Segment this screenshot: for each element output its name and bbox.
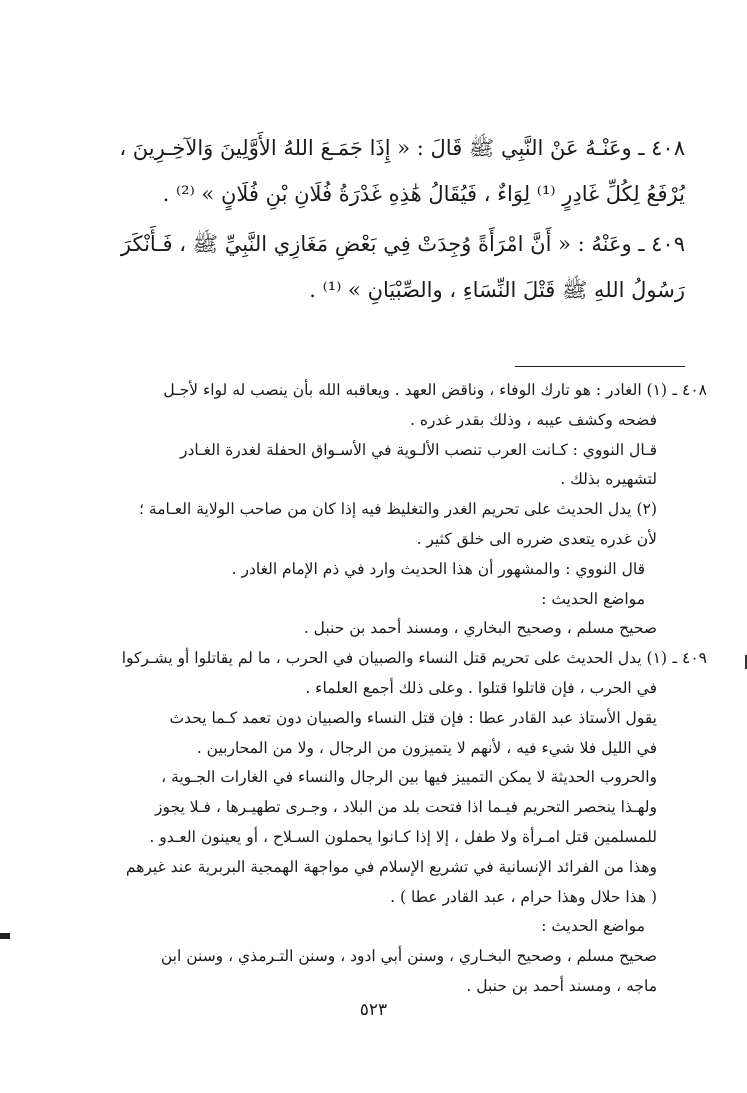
footnote-line: لتشهيره بذلك . xyxy=(560,470,657,489)
footnote-line: يقول الأستاذ عبد القادر عطا : فإن قتل النساء والصبيان دون تعمد كـما يحدث xyxy=(169,708,657,727)
hadith-408-line-1: ٤٠٨ ـ وعَنْـهُ عَنْ النَّبِي ﷺ قَالَ : « إِذَا جَمَـعَ اللهُ الأَوَّلِينَ وَالآخِـرِينَ ، xyxy=(119,136,685,160)
hadith-409-line-2: رَسُولُ اللهِ ﷺ قَتْلَ النِّسَاءِ ، والصِّبْيَانِ » ⁽¹⁾ . xyxy=(309,278,685,302)
footnote-line: صحيح مسلم ، وصحيح البخـاري ، وسنن أبي ادود ، وسنن التـرمذي ، وسنن ابن xyxy=(160,947,657,966)
footnote-line: في الليل فلا شيء فيه ، لأنهم لا يتميزون من الرجال ، ولا من المحاربين . xyxy=(196,738,657,757)
footnote-line: قـال النووي : كـانت العرب تنصب الألـوية في الأسـواق الحفلة لغدرة الغـادر xyxy=(180,440,657,459)
footnote-line: ماجه ، ومسند أحمد بن حنبل . xyxy=(466,976,657,995)
footnote-line: ٤٠٨ ـ(١) الغادر : هو تارك الوفاء ، وناقض العهد . ويعاقبه الله بأن ينصب له لواء لأجـل xyxy=(37,376,707,406)
hadith-text xyxy=(65,125,685,313)
footnote-line: فضحه وكشف عيبه ، وذلك بقدر غدره . xyxy=(409,410,657,429)
footnote-line: وهذا من الفرائد الإنسانية في تشريع الإسلام في مواجهة الهمجية البربرية عند غيرهم xyxy=(125,857,657,876)
footnote-line: ولهـذا ينحصر التحريم فيـما اذا فتحت بلد من البلاد ، وجـرى تطهيـرها ، فـلا يجوز xyxy=(154,798,657,817)
footnote-line: والحروب الحديثة لا يمكن التمييز فيها بين الرجال والنساء في الغارات الجـوية ، xyxy=(161,768,657,787)
footnote-line: لأن غدره يتعدى ضرره الى خلق كثير . xyxy=(416,529,657,548)
footnote-line: ٤٠٩ ـ(١) يدل الحديث على تحريم قتل النساء والصبيان في الحرب ، ما لم يقاتلوا أو يشـركوا xyxy=(37,644,707,674)
footnote-number: ٤٠٩ ـ xyxy=(672,649,707,668)
footnote-number: ٤٠٨ ـ xyxy=(672,381,707,399)
footnote-line: قال النووي : والمشهور أن هذا الحديث وارد في ذم الإمام الغادر . xyxy=(231,559,645,578)
footnote-line: ( هذا حلال وهذا حرام ، عبد القادر عطا ) . xyxy=(390,887,657,906)
footnote-line: صحيح مسلم ، وصحيح البخاري ، ومسند أحمد بن حنبل . xyxy=(303,619,657,638)
hadith-408-line-2: يُرْفَعُ لِكُلِّ غَادِرٍ ⁽¹⁾ لِوَاءٌ ، فَيُقَالُ هَٰذِهِ غَدْرَةُ فُلَانِ بْنِ فُلَانٍ » ⁽²⁾ . xyxy=(162,182,685,206)
footnote-line: للمسلمين قتل امـرأة ولا طفل ، إلا إذا كـانوا يحملون السـلاح ، أو يعينون العـدو . xyxy=(149,827,657,846)
hadith-409-line-1: ٤٠٩ ـ وعَنْهُ : « أَنَّ امْرَأَةً وُجِدَتْ فِي بَعْضِ مَغَازِي النَّبِيِّ ﷺ ، فَـأَنْكَرَ xyxy=(120,232,685,256)
page-number: ٥٢٣ xyxy=(359,1000,388,1020)
footnotes xyxy=(37,376,707,1002)
footnote-line: (٢) يدل الحديث على تحريم الغدر والتغليظ فيه إذا كان من صاحب الولاية العـامة ؛ xyxy=(139,500,657,519)
scan-mark-left xyxy=(0,933,10,939)
footnote-line: في الحرب ، فإن قاتلوا قتلوا . وعلى ذلك أجمع العلماء . xyxy=(305,678,657,697)
footnote-line: مواضع الحديث : xyxy=(541,589,645,608)
footnote-line: مواضع الحديث : xyxy=(541,917,645,936)
footnote-divider xyxy=(515,366,685,367)
